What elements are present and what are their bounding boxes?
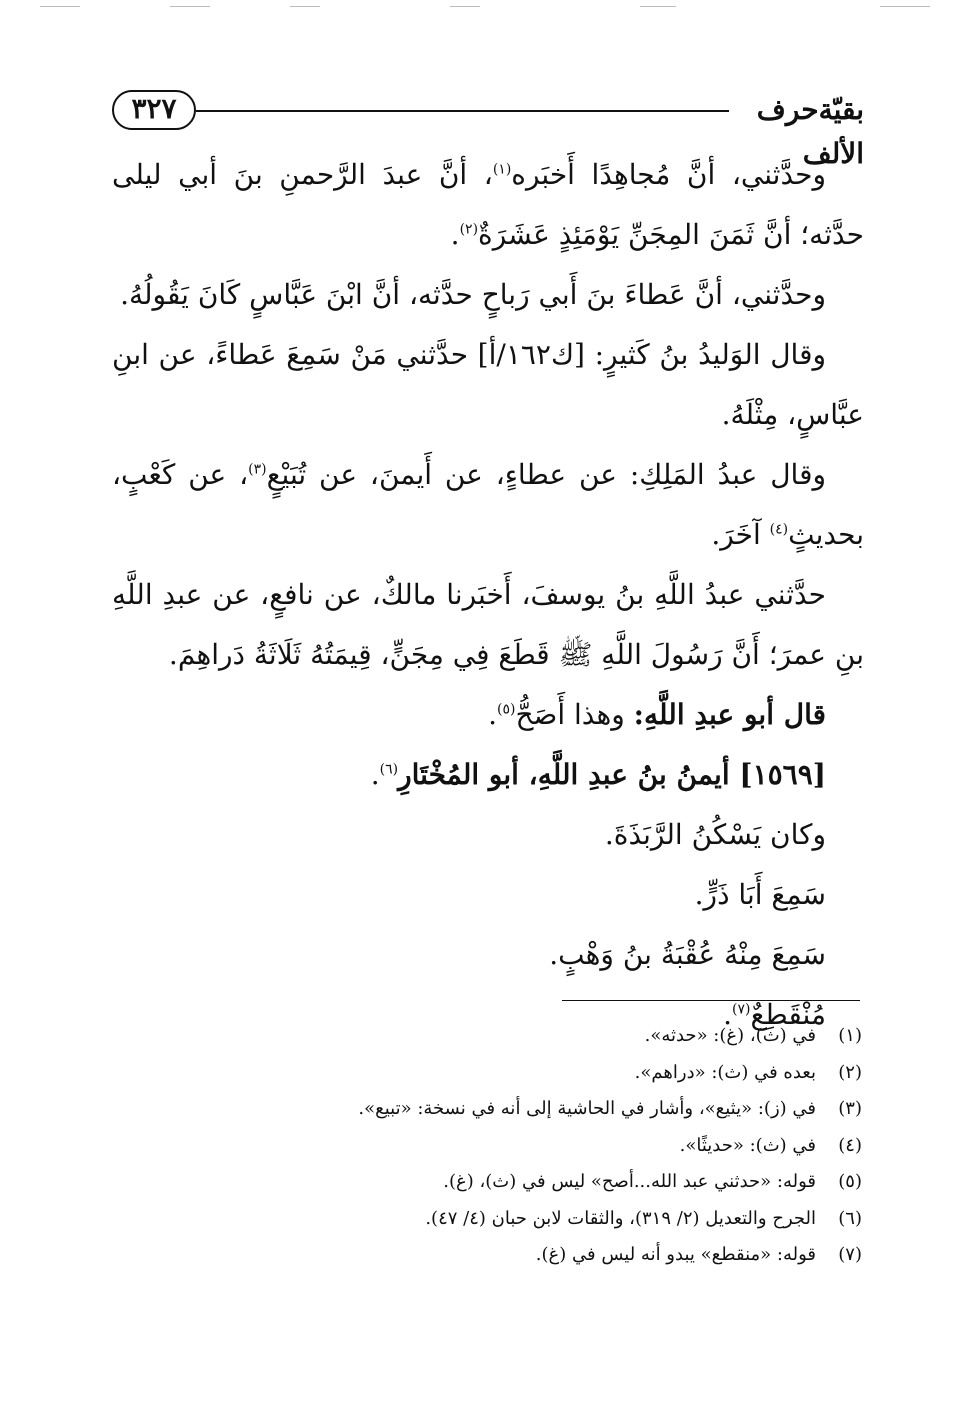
entry-title: [١٥٦٩] أيمنُ بنُ عبدِ اللَّهِ، أبو المُخْتَارِ bbox=[398, 758, 826, 791]
footnote-item: (٦)الجرح والتعديل (٢/ ٣١٩)، والثقات لابن حبان (٤/ ٤٧). bbox=[425, 1207, 862, 1229]
entry-heading: [١٥٦٩] أيمنُ بنُ عبدِ اللَّهِ، أبو المُخْتَارِ$^{(٦)}$. bbox=[370, 758, 826, 791]
footnote-item: (٧)قوله: «منقطع» يبدو أنه ليس في (غ). bbox=[535, 1244, 862, 1265]
footnote-ref-6[interactable]: (٦) bbox=[379, 761, 399, 778]
paragraph-11: مُنْقَطِعٌ$^{(٧)}$. bbox=[723, 998, 826, 1031]
paragraph-5: حدَّثني عبدُ اللَّهِ بنُ يوسفَ، أَخبَرنا مالكٌ، عن نافعٍ، عن عبدِ اللَّهِ بنِ عمرَ؛ أَنَّ رَسُولَ اللَّهِ ﷺ قَطَعَ فِي مِجَنٍّ، قِيمَتُهُ ثَلَاثَةُ دَراهِمَ. bbox=[112, 578, 864, 671]
footnote-ref-3[interactable]: (٣) bbox=[248, 461, 267, 478]
footnote-item: (٣)في (ز): «يثيع»، وأشار في الحاشية إلى أنه في نسخة: «تبيع». bbox=[358, 1098, 862, 1119]
paragraph-10: سَمِعَ مِنْهُ عُقْبَةُ بنُ وَهْبٍ. bbox=[549, 938, 826, 971]
paragraph-8: وكان يَسْكُنُ الرَّبَذَةَ. bbox=[604, 818, 826, 851]
paragraph-1: وحدَّثني، أنَّ مُجاهِدًا أَخبَره$^{(١)}$، أنَّ عبدَ الرَّحمنِ بنَ أبي ليلى حدَّثه؛ أنَّ ثَمَنَ المِجَنِّ يَوْمَئِذٍ عَشَرَةٌ$^{(٢)}$. bbox=[112, 158, 864, 251]
footnote-item: (٢)بعده في (ث): «دراهم». bbox=[634, 1061, 862, 1083]
footnote-ref-4[interactable]: (٤) bbox=[769, 521, 789, 538]
footnote-ref-5[interactable]: (٥) bbox=[497, 701, 516, 718]
footnote-item: (١)في (ث)، (غ): «حدثه». bbox=[644, 1025, 862, 1046]
footnote-ref-1[interactable]: (١) bbox=[492, 161, 512, 178]
paragraph-9: سَمِعَ أَبَا ذَرٍّ. bbox=[694, 878, 826, 911]
paragraph-4: وقال عبدُ المَلِكِ: عن عطاءٍ، عن أَيمنَ، عن تُبَيْعٍ$^{(٣)}$، عن كَعْبٍ، بحديثٍ$^{(٤)}$ آخَرَ. bbox=[112, 458, 864, 551]
paragraph-6: قال أبو عبدِ اللَّهِ: وهذا أَصَحُّ$^{(٥)}$. bbox=[488, 698, 826, 731]
running-title: بقيّةحرف الألف bbox=[756, 93, 864, 170]
footnote-ref-2[interactable]: (٢) bbox=[459, 221, 479, 238]
footnotes bbox=[300, 1020, 862, 1276]
page-number: ٣٢٧ bbox=[112, 90, 196, 130]
paragraph-3: وقال الوَليدُ بنُ كَثيرٍ: [ك١٦٢/أ] حدَّثني مَنْ سَمِعَ عَطاءً، عن ابنِ عبَّاسٍ، مِثْلَهُ. bbox=[112, 338, 864, 431]
footnote-item: (٥)قوله: «حدثني عبد الله...أصح» ليس في (ث)، (غ). bbox=[443, 1171, 862, 1192]
footnote-item: (٤)في (ث): «حديثًا». bbox=[679, 1134, 862, 1156]
paragraph-2: وحدَّثني، أنَّ عَطاءَ بنَ أَبي رَباحٍ حدَّثه، أنَّ ابْنَ عَبَّاسٍ كَانَ يَقُولُهُ. bbox=[120, 278, 826, 311]
main-text bbox=[112, 145, 864, 1045]
page-header bbox=[112, 88, 864, 170]
scan-edge-marks bbox=[0, 6, 971, 10]
speaker-label: قال أبو عبدِ اللَّهِ: bbox=[633, 698, 826, 731]
footnote-ref-7[interactable]: (٧) bbox=[732, 1001, 751, 1018]
footnote-separator bbox=[562, 1000, 860, 1001]
header-rule bbox=[196, 110, 729, 112]
